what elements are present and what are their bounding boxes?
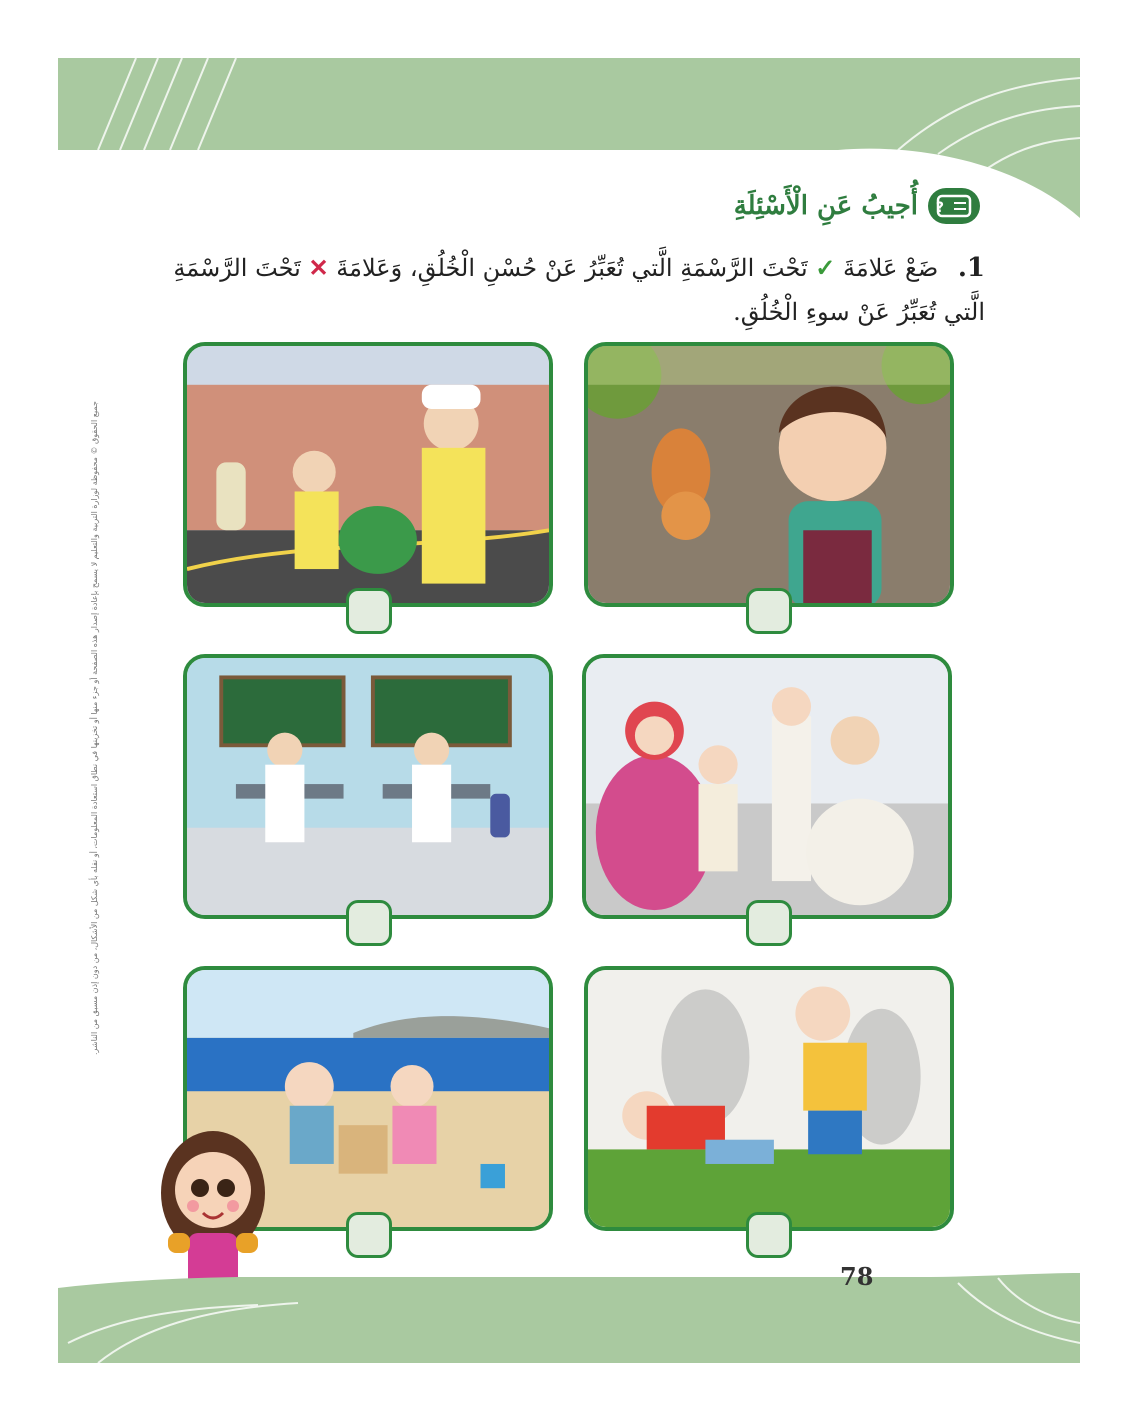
section-title: أُجيبُ عَنِ الْأَسْئِلَةِ [733, 191, 918, 221]
footer-decoration [58, 1273, 1080, 1363]
messy-classroom-picture [183, 654, 553, 919]
question-text-part1: ضَعْ عَلامَةَ [843, 254, 939, 282]
copyright-note [90, 368, 104, 1088]
greeting-elders-picture [582, 654, 952, 919]
boy-pushing-boy-picture [584, 966, 954, 1231]
cleaning-street-picture [183, 342, 553, 607]
cross-icon: ✕ [308, 253, 329, 282]
question-text-part3: تَحْتَ الرَّسْمَةِ الَّتي تُعَبِّرُ عَنْ سوءِ الْخُلُقِ. [173, 254, 985, 326]
quiz-card-icon [928, 188, 980, 224]
check-icon: ✓ [815, 253, 836, 282]
girl-pulling-cat-picture [584, 342, 954, 607]
question-text-part2: تَحْتَ الرَّسْمَةِ الَّتي تُعَبِّرُ عَنْ حُسْنِ الْخُلُقِ، وَعَلامَةَ [336, 254, 808, 282]
answer-box-6[interactable] [346, 1212, 392, 1258]
answer-box-1[interactable] [746, 588, 792, 634]
page [58, 58, 1080, 1363]
answer-box-4[interactable] [346, 900, 392, 946]
copyright-text: جميع الحقوق © محفوظة لوزارة التربية والتعليم لا يسمح بإعادة إصدار هذه الصفحة أو جزء منها أو تخزينها في نطاق استعادة المعلومات، أو نقله بأي شكل من الأشكال، من دون إذن مسبق من الناشر. [90, 401, 99, 1055]
section-heading [734, 188, 980, 224]
question-1 [155, 246, 985, 334]
svg-text:?: ? [936, 200, 944, 216]
question-number: 1. [957, 253, 985, 283]
answer-box-2[interactable] [346, 588, 392, 634]
answer-box-5[interactable] [746, 1212, 792, 1258]
answer-box-3[interactable] [746, 900, 792, 946]
page-number: 78 [840, 1262, 874, 1291]
